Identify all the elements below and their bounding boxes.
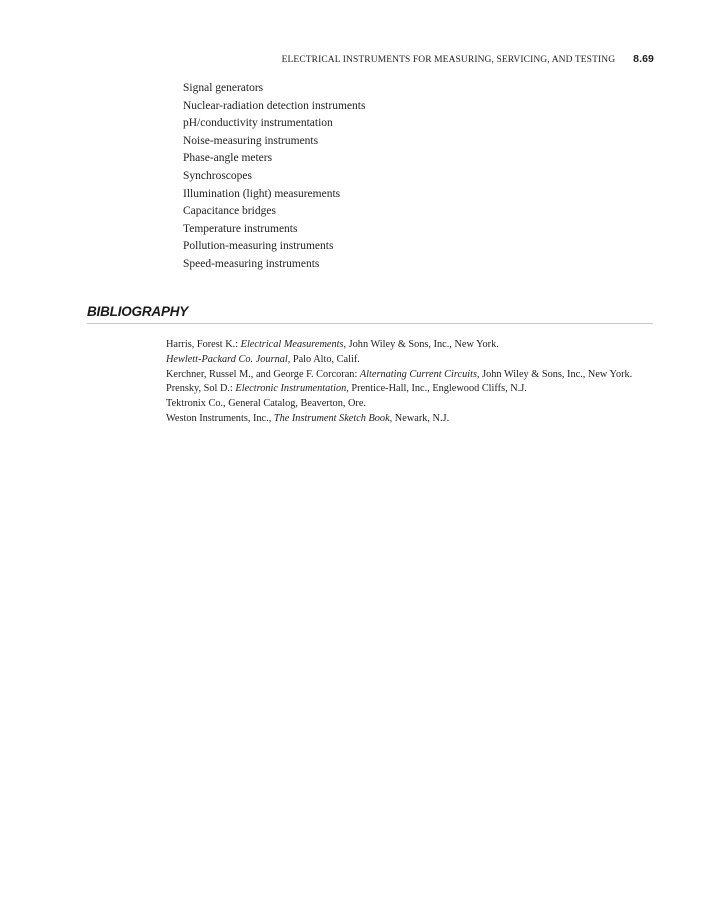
entry-author: Harris, Forest K.: [166,339,241,350]
topic-item: pH/conductivity instrumentation [183,117,333,130]
page-number: 8.69 [633,53,654,65]
bibliography-entry [166,382,632,397]
entry-author: Weston Instruments, Inc., [166,412,274,424]
entry-author: Prensky, Sol D.: [166,383,236,395]
topic-item: Capacitance bridges [183,205,276,218]
topic-item: Synchroscopes [183,169,252,182]
running-title: ELECTRICAL INSTRUMENTS FOR MEASURING, SERVICING, AND TESTING [281,55,616,65]
entry-author: Tektronix Co., General Catalog, Beaverton, Ore. [166,398,367,410]
topic-item: Temperature instruments [183,222,298,235]
entry-publisher: John Wiley & Sons, Inc., New York. [346,339,499,350]
entry-publisher: Palo Alto, Calif. [290,353,360,365]
topic-item: Phase-angle meters [183,152,273,165]
entry-title: Alternating Current Circuits, [359,368,480,380]
bibliography-list [166,338,632,427]
entry-author: Kerchner, Russel M., and George F. Corcoran: [166,368,360,380]
entry-title: Hewlett-Packard Co. Journal, [166,353,291,365]
topic-list [183,80,365,274]
topic-item: Pollution-measuring instruments [183,240,334,253]
topic-item: Signal generators [183,82,264,94]
entry-title: The Instrument Sketch Book, [273,412,393,424]
topic-item: Nuclear-radiation detection instruments [183,99,366,112]
entry-title: Electrical Measurements, [240,339,347,350]
topic-item: Speed-measuring instruments [183,257,320,270]
running-header [282,53,654,65]
bibliography-entry [166,412,632,427]
topic-item: Illumination (light) measurements [183,187,341,200]
heading-divider [87,323,653,324]
bibliography-entry [166,397,632,412]
bibliography-entry [166,338,632,353]
bibliography-heading: BIBLIOGRAPHY [87,304,189,319]
topic-item: Noise-measuring instruments [183,134,319,147]
bibliography-entry [166,353,632,368]
entry-publisher: Newark, N.J. [392,412,450,424]
entry-publisher: John Wiley & Sons, Inc., New York. [479,368,633,380]
bibliography-entry [166,368,632,383]
entry-publisher: Prentice-Hall, Inc., Englewood Cliffs, N.J. [348,383,527,395]
entry-title: Electronic Instrumentation, [235,383,349,395]
